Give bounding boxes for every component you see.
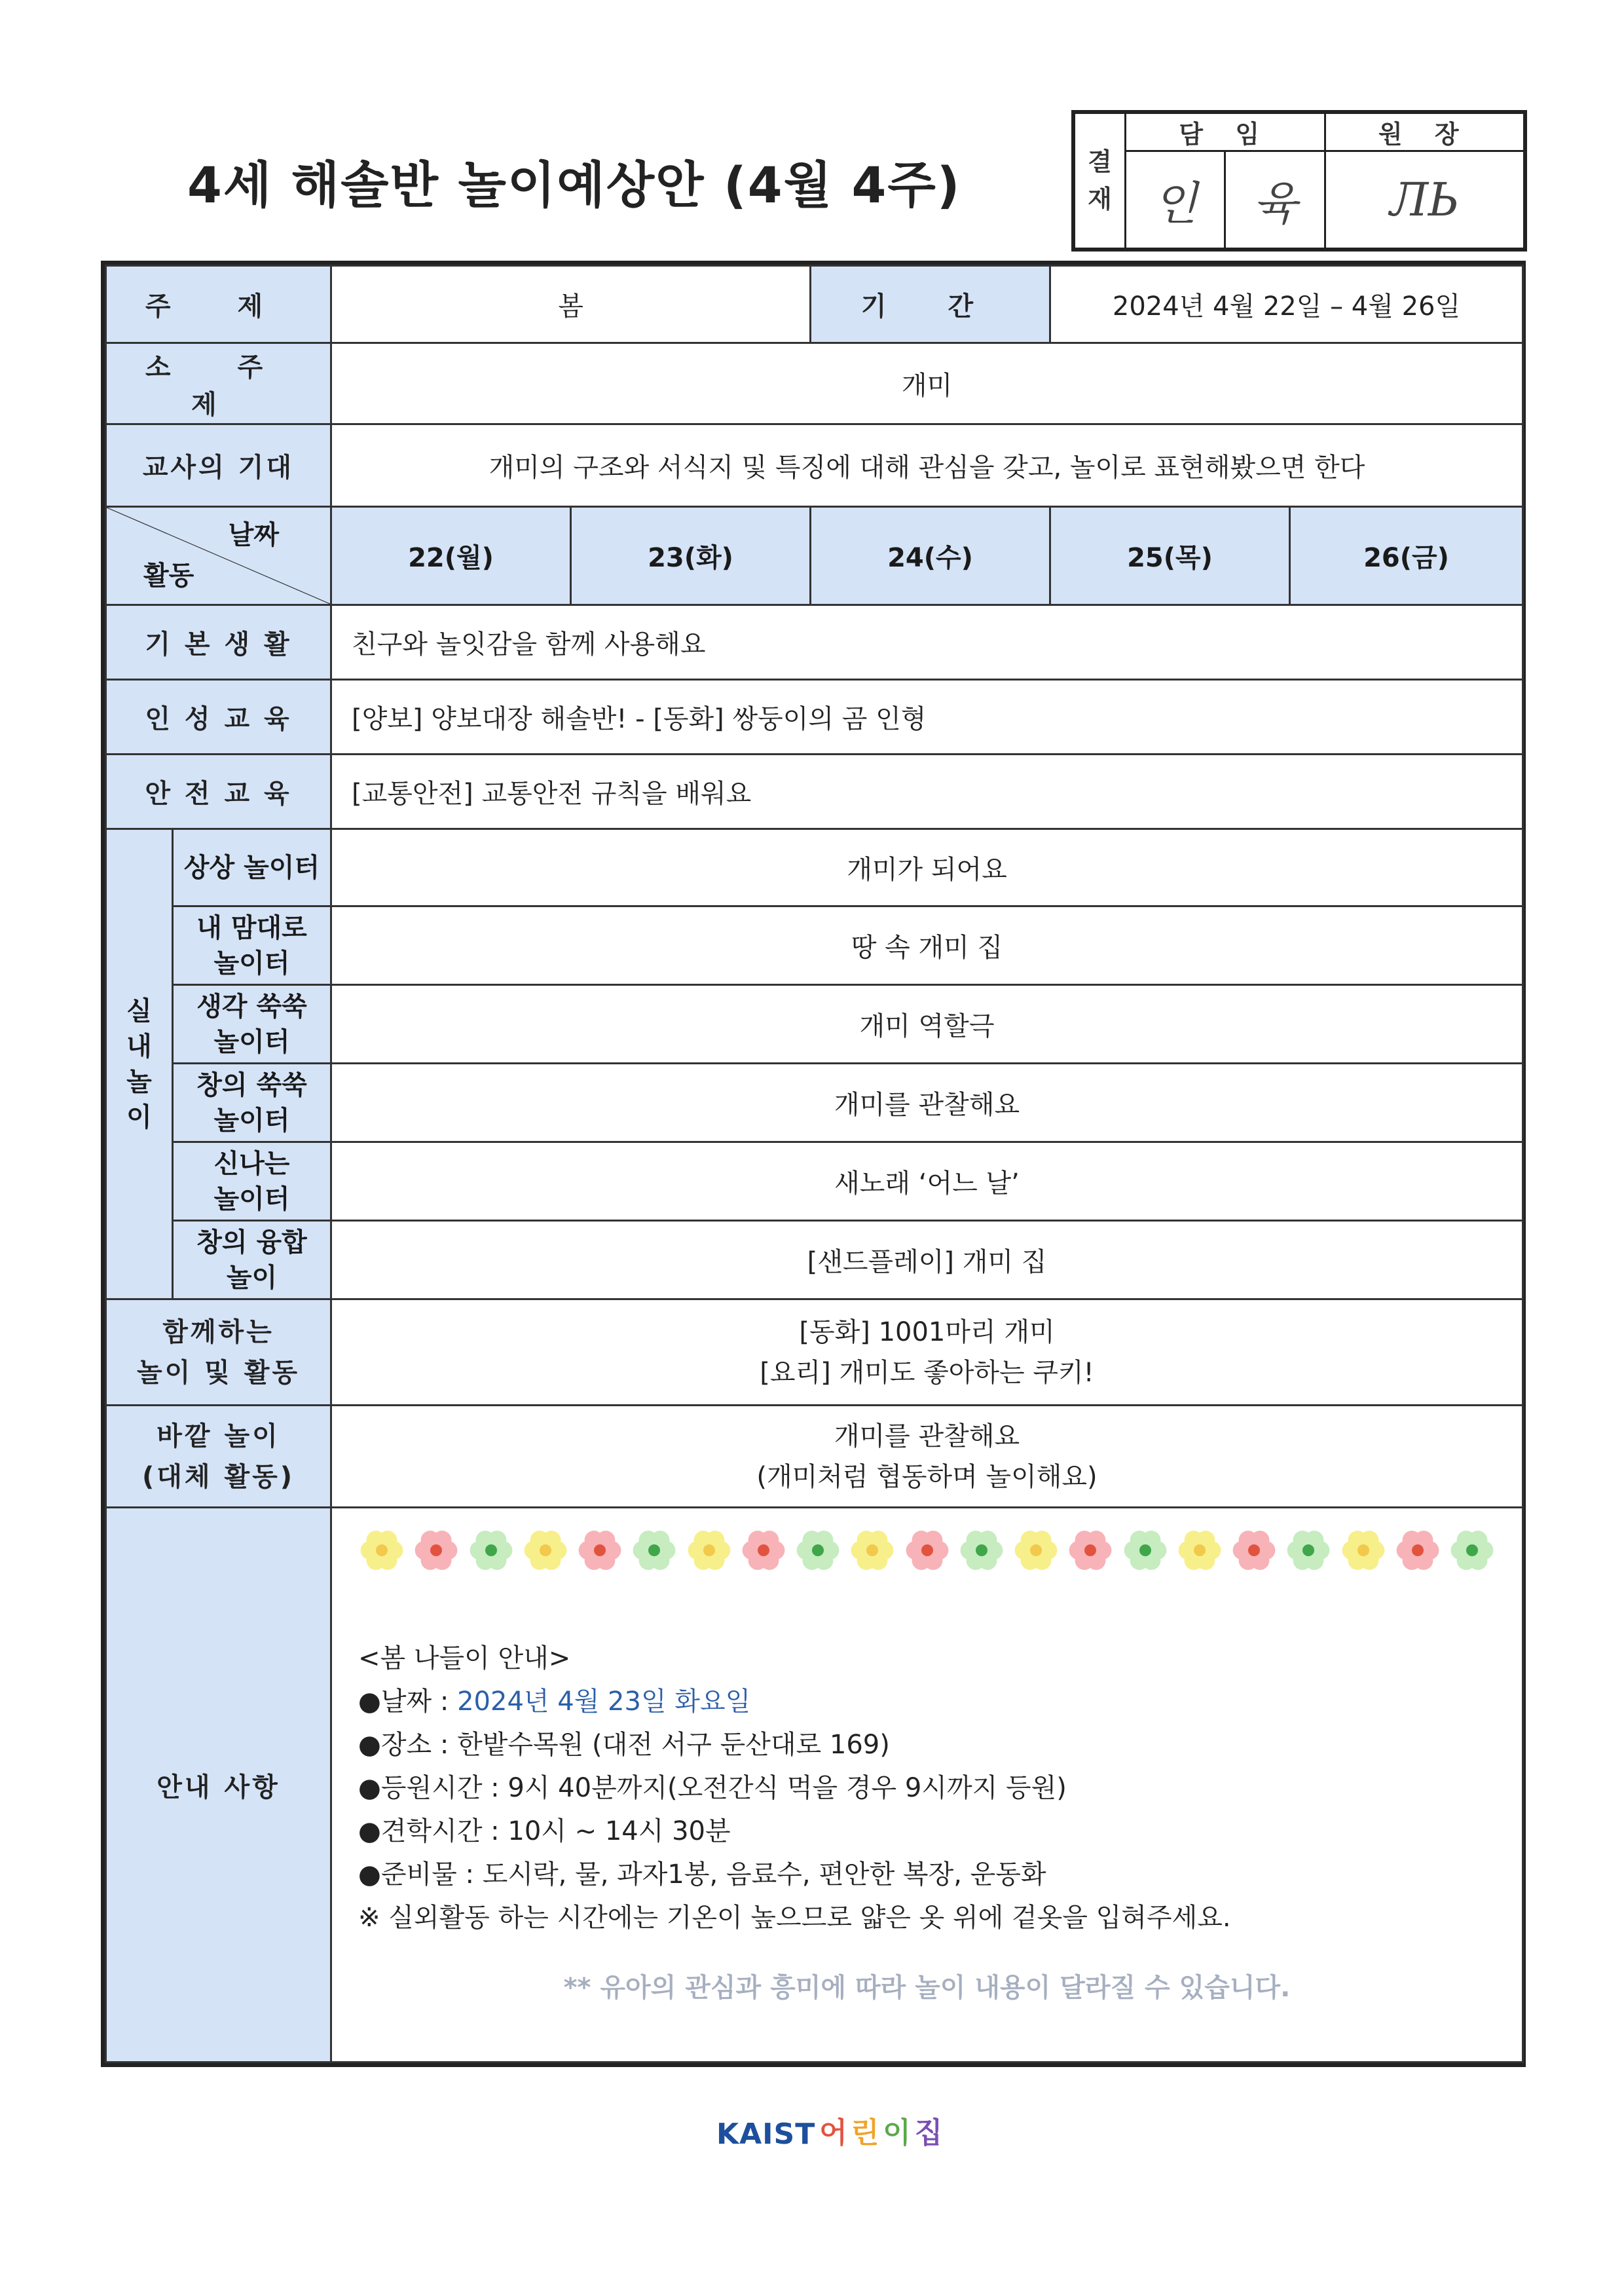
- flower-icon: [358, 1527, 405, 1574]
- indoor-sub-label: [173, 829, 331, 906]
- indoor-sub-label-text: 창의 융합 놀이: [196, 1227, 307, 1293]
- notice-label: 안내 사항: [106, 1508, 331, 2062]
- notice-date: [358, 1680, 1496, 1723]
- flower-icon: [686, 1527, 733, 1574]
- indoor-sub-label-text: 내 맘대로 놀이터: [196, 912, 307, 979]
- indoor-sub-label-text: 생각 쑥쑥 놀이터: [196, 991, 307, 1057]
- character-ed-value: [양보] 양보대장 해솔반! - [동화] 쌍둥이의 곰 인형: [331, 680, 1523, 755]
- together-value: [331, 1299, 1523, 1406]
- indoor-sub-label: [173, 1064, 331, 1142]
- notice-date-label: ●날짜 :: [358, 1687, 458, 1717]
- signature-2: 육: [1225, 151, 1325, 249]
- notice-arrival: ●등원시간 : 9시 40분까지(오전간식 먹을 경우 9시까지 등원): [358, 1773, 1067, 1803]
- indoor-sub-label-text: 신나는 놀이터: [213, 1148, 290, 1214]
- diagonal-line: [107, 508, 330, 604]
- basic-life-value: 친구와 놀잇감을 함께 사용해요: [331, 605, 1523, 680]
- date-header-label: 날짜: [228, 520, 279, 550]
- notice-tour-time: ●견학시간 : 10시 ~ 14시 30분: [358, 1816, 731, 1846]
- signature-1: 인: [1126, 151, 1225, 249]
- notice-heading: <봄 나들이 안내>: [358, 1643, 571, 1673]
- director-label: 원 장: [1325, 113, 1524, 151]
- indoor-value: 개미 역할극: [331, 985, 1523, 1064]
- date-activity-header: [106, 507, 331, 605]
- flower-icon: [794, 1527, 841, 1574]
- logo-kids-text-3: 이: [883, 2116, 911, 2150]
- notice-date-value: 2024년 4월 23일 화요일: [457, 1687, 751, 1717]
- approval-side-label-text: 결 재: [1088, 147, 1112, 214]
- day-header-thu: 25(목): [1050, 507, 1290, 605]
- flower-icon: [468, 1527, 515, 1574]
- period-label: 기 간: [811, 266, 1050, 343]
- expectation-value: 개미의 구조와 서식지 및 특징에 대해 관심을 갖고, 놀이로 표현해봤으면 한다: [331, 424, 1523, 507]
- notice-supplies: ●준비물 : 도시락, 물, 과자1봉, 음료수, 편안한 복장, 운동화: [358, 1859, 1046, 1890]
- logo-kids-text-2: 린: [851, 2116, 879, 2150]
- period-value: 2024년 4월 22일 – 4월 26일: [1050, 266, 1523, 343]
- notice-place: ●장소 : 한밭수목원 (대전 서구 둔산대로 169): [358, 1730, 890, 1760]
- day-header-mon: 22(월): [331, 507, 571, 605]
- outdoor-line-1: 개미를 관찰해요: [834, 1421, 1020, 1451]
- day-header-fri: 26(금): [1290, 507, 1523, 605]
- outdoor-label-text: 바깥 놀이 (대체 활동): [141, 1421, 295, 1492]
- flower-border: [358, 1527, 1496, 1574]
- indoor-play-label-text: 실 내 놀 이: [126, 996, 152, 1132]
- indoor-play-label: [106, 829, 173, 1299]
- flower-icon: [413, 1527, 460, 1574]
- flower-icon: [1449, 1527, 1496, 1574]
- indoor-value: 새노래 ‘어느 날’: [331, 1142, 1523, 1221]
- flower-icon: [1012, 1527, 1060, 1574]
- safety-ed-label: 안 전 교 육: [106, 755, 331, 829]
- page-title: 4세 해솔반 놀이예상안 (4월 4주): [187, 156, 961, 214]
- flower-icon: [1394, 1527, 1441, 1574]
- flower-icon: [1176, 1527, 1223, 1574]
- outdoor-label: [106, 1406, 331, 1508]
- flower-icon: [1230, 1527, 1278, 1574]
- indoor-sub-label: [173, 985, 331, 1064]
- basic-life-label: 기 본 생 활: [106, 605, 331, 680]
- theme-value: 봄: [331, 266, 811, 343]
- flower-icon: [904, 1527, 951, 1574]
- logo-kids-text-4: 집: [914, 2116, 943, 2150]
- notice-content: [331, 1508, 1523, 2062]
- kaist-kindergarten-logo: [716, 2092, 943, 2151]
- flower-icon: [522, 1527, 569, 1574]
- indoor-sub-label-text: 창의 쑥쑥 놀이터: [196, 1070, 307, 1136]
- outdoor-line-2: (개미처럼 협동하며 놀이해요): [756, 1461, 1098, 1492]
- flower-icon: [576, 1527, 623, 1574]
- indoor-sub-label: [173, 906, 331, 985]
- approval-side-label: [1075, 113, 1126, 249]
- together-label-text: 함께하는 놀이 및 활동: [136, 1316, 301, 1388]
- flower-icon: [1340, 1527, 1387, 1574]
- subtheme-label: 소 주 제: [106, 343, 331, 424]
- notice-footnote: ** 유아의 관심과 흥미에 따라 놀이 내용이 달라질 수 있습니다.: [563, 1973, 1291, 2003]
- flower-icon: [631, 1527, 678, 1574]
- expectation-label: 교사의 기대: [106, 424, 331, 507]
- together-label: [106, 1299, 331, 1406]
- day-header-wed: 24(수): [811, 507, 1050, 605]
- activity-header-label: 활동: [143, 561, 194, 591]
- notice-caution: ※ 실외활동 하는 시간에는 기온이 높으므로 얇은 옷 위에 겉옷을 입혀주세요.: [358, 1903, 1231, 1933]
- safety-ed-value: [교통안전] 교통안전 규칙을 배워요: [331, 755, 1523, 829]
- together-line-1: [동화] 1001마리 개미: [799, 1316, 1055, 1347]
- signature-3: ЛЬ: [1325, 151, 1524, 249]
- day-header-tue: 23(화): [571, 507, 811, 605]
- indoor-value: 개미를 관찰해요: [331, 1064, 1523, 1142]
- flower-icon: [1122, 1527, 1169, 1574]
- indoor-sub-label: [173, 1221, 331, 1299]
- theme-label: 주 제: [106, 266, 331, 343]
- flower-icon: [1285, 1527, 1332, 1574]
- character-ed-label: 인 성 교 육: [106, 680, 331, 755]
- flower-icon: [740, 1527, 787, 1574]
- flower-icon: [849, 1527, 896, 1574]
- logo-kaist-text: KAIST: [716, 2118, 816, 2151]
- flower-icon: [1067, 1527, 1114, 1574]
- outdoor-value: [331, 1406, 1523, 1508]
- together-line-2: [요리] 개미도 좋아하는 쿠키!: [760, 1357, 1094, 1388]
- indoor-value: [샌드플레이] 개미 집: [331, 1221, 1523, 1299]
- plan-table: [101, 261, 1526, 2067]
- logo-kids-text-1: 어: [819, 2116, 847, 2150]
- homeroom-label: 담 임: [1126, 113, 1325, 151]
- indoor-sub-label: [173, 1142, 331, 1221]
- indoor-sub-label-text: 상상 놀이터: [183, 852, 320, 883]
- indoor-value: 땅 속 개미 집: [331, 906, 1523, 985]
- flower-icon: [958, 1527, 1005, 1574]
- approval-box: [1071, 110, 1527, 252]
- indoor-value: 개미가 되어요: [331, 829, 1523, 906]
- subtheme-value: 개미: [331, 343, 1523, 424]
